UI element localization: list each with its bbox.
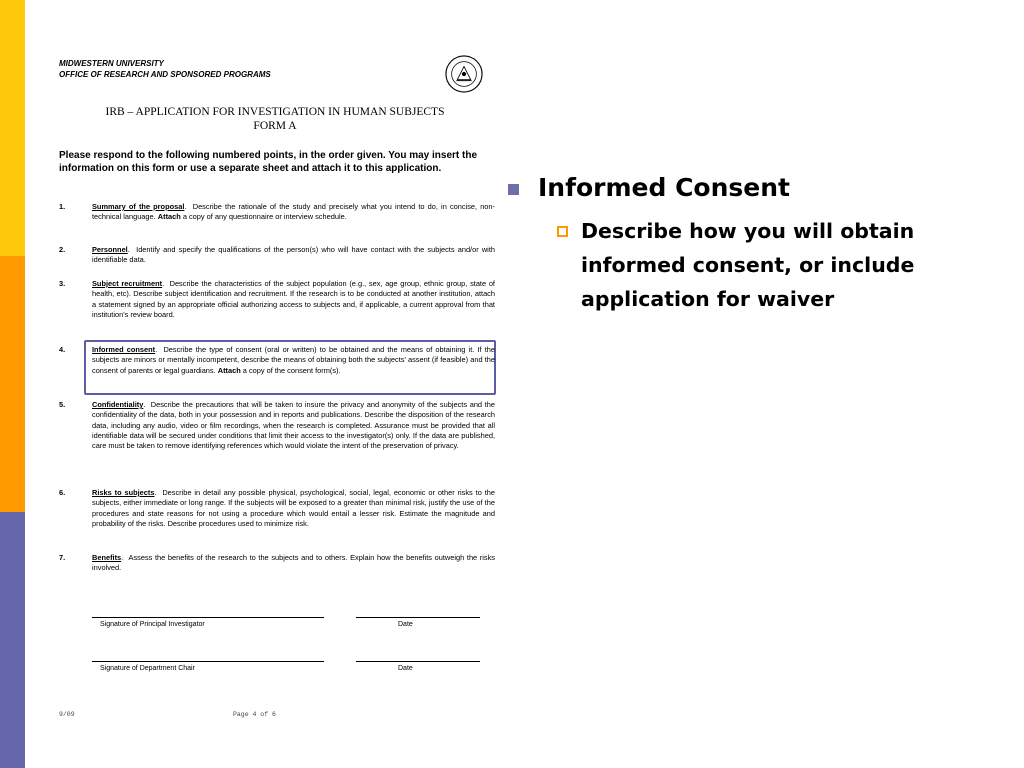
item-tail: a copy of any questionnaire or interview schedule. <box>182 212 347 222</box>
item-heading: Confidentiality <box>92 400 144 409</box>
sub-bullet-description <box>553 214 938 316</box>
bullet-informed-consent <box>508 172 938 204</box>
bullet-text: Informed Consent <box>538 173 790 202</box>
item-heading: Summary of the proposal <box>92 202 185 211</box>
item-heading: Subject recruitment <box>92 279 163 288</box>
signature-line-pi <box>92 617 324 618</box>
form-title-line2: FORM A <box>253 120 297 132</box>
item-heading: Risks to subjects <box>92 488 155 497</box>
signature-pi-label: Signature of Principal Investigator <box>100 621 205 628</box>
footer-page: Page 4 of 6 <box>233 711 276 718</box>
item-emphasis: Attach <box>217 365 241 375</box>
form-item-1: 1. Summary of the proposal. Describe the rationale of the study and precisely what you intend to do, in concise, non-technical language. Attach a copy of any questionnaire or interview schedule. <box>59 202 495 222</box>
item-number: 1. <box>59 202 66 211</box>
slide-bullets <box>508 172 938 316</box>
item-emphasis: Attach <box>157 212 181 222</box>
item-text: Identify and specify the qualifications of the person(s) who will have contact with the subjects and/or with identifiable data. <box>92 245 495 265</box>
office-name: OFFICE OF RESEARCH AND SPONSORED PROGRAMS <box>59 70 271 79</box>
item-text: Describe in detail any possible physical, psychological, social, legal, economic or other risks to the subjects, either immediate or long range. If the subjects will be exposed to a greater than minimal risk, justify the use of the procedures and state reasons for not using a procedure which would entail a lesser risk. Estimate the magnitude and probability of the risks. Describe procedures used to minimize risk. <box>92 488 495 528</box>
form-item-3: 3. Subject recruitment. Describe the characteristics of the subject population (e.g., sex, age group, ethnic group, state of health, etc). Describe subject identification and recruitment. If the research is to be conducted at another institution, attach a statement signed by an appropriate official authorizing access to subjects and, if applicable, a current approval from that institution's review board. <box>59 279 495 319</box>
form-item-7: 7. Benefits. Assess the benefits of the research to the subjects and to others. Explain how the benefits outweigh the risks involved. <box>59 553 495 573</box>
form-item-6: 6. Risks to subjects. Describe in detail any possible physical, psychological, social, legal, economic or other risks to the subjects, either immediate or long range. If the subjects will be exposed to a greater than minimal risk, justify the use of the procedures and state reasons for not using a procedure which would entail a lesser risk. Estimate the magnitude and probability of the risks. Describe procedures used to minimize risk. <box>59 488 495 528</box>
signature-chair-label: Signature of Department Chair <box>100 665 195 672</box>
item-text: Describe the precautions that will be taken to insure the privacy and anonymity of the subjects and the confidentiality of the data, both in your possession and in reports and publications. Describe the disposition of the research data, including any audio, video or film recordings, when the research is completed. Assurance must be provided that all identifiable data will be secured under conditions that limit their access to the investigator(s) only. If the data are published, care must be taken to remove identifying references which would violate the intent of the preservation of privacy. <box>92 400 495 451</box>
form-item-2: 2. Personnel. Identify and specify the qualifications of the person(s) who will have contact with the subjects and/or with identifiable data. <box>59 245 495 265</box>
date-line-chair <box>356 661 480 662</box>
item-tail: a copy of the consent form(s). <box>242 365 341 375</box>
item-number: 2. <box>59 245 66 254</box>
university-seal-icon <box>445 55 483 93</box>
item-text: Describe the rationale of the study and precisely what you intend to do, in concise, non-technical language. <box>92 202 495 222</box>
item-number: 6. <box>59 488 66 497</box>
item-heading: Personnel <box>92 245 128 254</box>
item-number: 4. <box>59 345 66 354</box>
item-text: Describe the characteristics of the subject population (e.g., sex, age group, ethnic group, state of health, etc). Describe subject identification and recruitment. If the research is to be conducted at another institution, attach a statement signed by an appropriate official authorizing access to subjects and, if applicable, a current approval from that institution's review board. <box>92 279 495 319</box>
item-number: 7. <box>59 553 66 562</box>
item-heading: Informed consent <box>92 345 156 354</box>
item-number: 3. <box>59 279 66 288</box>
date-line-pi <box>356 617 480 618</box>
sub-bullet-text: Describe how you will obtain informed consent, or include application for waiver <box>581 219 915 311</box>
form-item-5: 5. Confidentiality. Describe the precautions that will be taken to insure the privacy and anonymity of the subjects and the confidentiality of the data, both in your possession and in reports and publications. Describe the disposition of the research data, including any audio, video or film recordings, when the research is completed. Assurance must be provided that all identifiable data will be secured under conditions that limit their access to the investigator(s) only. If the data are published, care must be taken to remove identifying references which would violate the intent of the preservation of privacy. <box>59 400 495 451</box>
item-text: Assess the benefits of the research to the subjects and to others. Explain how the benefits outweigh the risks involved. <box>92 553 495 573</box>
date-pi-label: Date <box>398 621 413 628</box>
form-title-line1: IRB – APPLICATION FOR INVESTIGATION IN HUMAN SUBJECTS <box>105 106 445 118</box>
signature-line-chair <box>92 661 324 662</box>
irb-form-image <box>55 50 495 730</box>
accent-band-yellow <box>0 0 25 256</box>
form-item-4: 4. Informed consent. Describe the type of consent (oral or written) to be obtained and the means of obtaining it. If the subjects are minors or mentally incompetent, describe the means of obtaining both the subjects' assent (if feasible) and the consent of parents or legal guardians. Attach a copy of the consent form(s). <box>59 345 495 375</box>
date-chair-label: Date <box>398 665 413 672</box>
form-title <box>55 105 495 133</box>
footer-date: 9/09 <box>59 711 75 718</box>
form-instructions: Please respond to the following numbered points, in the order given. You may insert the information on this form or use a separate sheet and attach it to this application. <box>59 150 478 174</box>
item-text: Describe the type of consent (oral or written) to be obtained and the means of obtaining it. If the subjects are minors or mentally incompetent, describe the means of obtaining both the subjects' assent (if feasible) and the consent of parents or legal guardians. <box>92 345 495 375</box>
item-number: 5. <box>59 400 66 409</box>
university-name: MIDWESTERN UNIVERSITY <box>59 59 164 68</box>
accent-band-orange <box>0 256 25 512</box>
square-bullet-icon <box>508 184 519 195</box>
hollow-square-bullet-icon <box>557 226 568 237</box>
item-heading: Benefits <box>92 553 122 562</box>
accent-band-purple <box>0 512 25 768</box>
